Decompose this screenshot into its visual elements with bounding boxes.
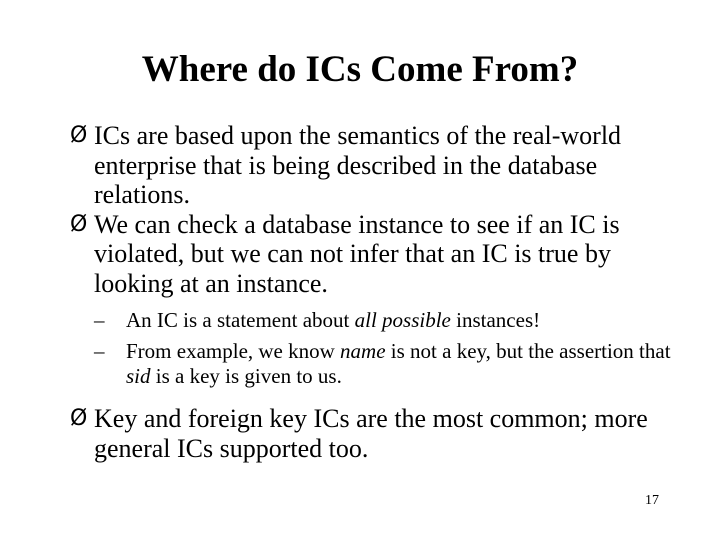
text-run: From example, we know	[126, 339, 341, 363]
emphasis-text: all possible	[354, 308, 451, 332]
slide-title: Where do ICs Come From?	[141, 49, 579, 90]
text-run: is not a key, but the assertion that	[385, 339, 671, 363]
dash-bullet-icon: –	[94, 308, 105, 332]
sub-bullet-item	[94, 339, 680, 389]
text-run: instances!	[450, 308, 541, 332]
sub-bullet-text	[126, 308, 540, 332]
bullet-text: Key and foreign key ICs are the most common; more general ICs supported too.	[94, 404, 648, 463]
bullet-text: We can check a database instance to see if an IC is violated, but we can not infer that an IC is true by looking at an instance.	[94, 209, 620, 298]
sub-bullet-text	[126, 339, 671, 388]
bullet-text: ICs are based upon the semantics of the real-world enterprise that is being described in the database relations.	[94, 121, 622, 209]
page-number: 17	[645, 493, 659, 508]
sub-bullet-list	[94, 308, 680, 389]
arrow-bullet-icon: Ø	[70, 406, 88, 431]
bullet-list	[70, 121, 680, 463]
bullet-item	[70, 404, 680, 463]
text-run: An IC is a statement about	[126, 308, 355, 332]
emphasis-text: name	[340, 339, 386, 363]
arrow-bullet-icon: Ø	[70, 211, 88, 237]
text-run: is a key is given to us.	[150, 364, 342, 388]
dash-bullet-icon: –	[94, 339, 105, 363]
arrow-bullet-icon: Ø	[70, 123, 88, 148]
bullet-item	[70, 121, 680, 210]
sub-bullet-item	[94, 308, 680, 333]
emphasis-text: sid	[126, 364, 151, 388]
bullet-item	[70, 210, 680, 390]
